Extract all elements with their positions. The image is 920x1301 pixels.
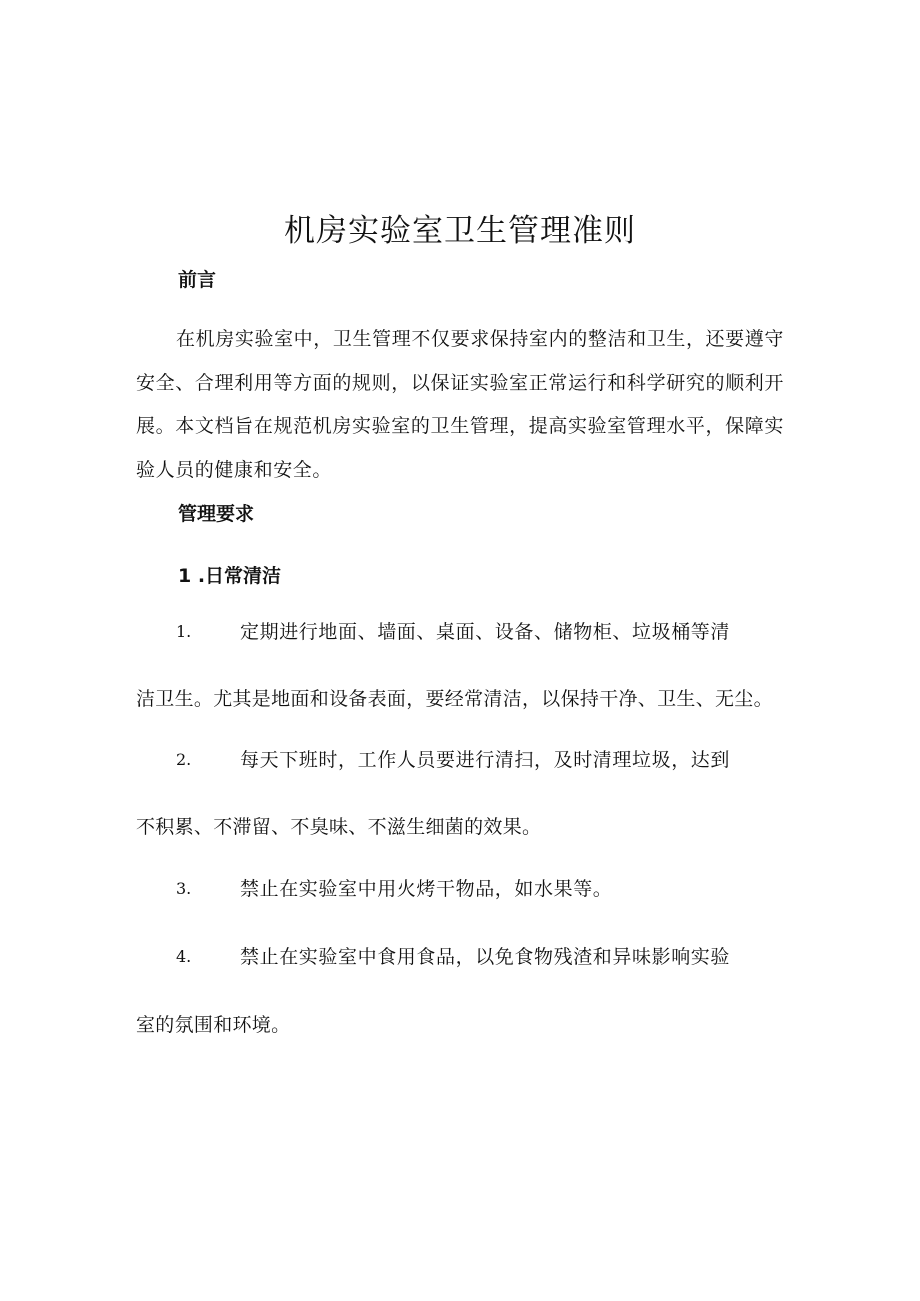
- list-item-text-continued: 洁卫生。尤其是地面和设备表面，要经常清洁，以保持干净、卫生、无尘。: [136, 688, 773, 710]
- list-item-text: 每天下班时，工作人员要进行清扫，及时清理垃圾，达到: [240, 749, 731, 771]
- preface-heading: 前言: [178, 269, 217, 291]
- list-item-text-continued: 不积累、不滞留、不臭味、不滋生细菌的效果。: [136, 816, 542, 838]
- preface-paragraph: 在机房实验室中，卫生管理不仅要求保持室内的整洁和卫生，还要遵守安全、合理利用等方面的规则，以保证实验室正常运行和科学研究的顺利开展。本文档旨在规范机房实验室的卫生管理，提高实验室管理水平，保障实验人员的健康和安全。: [136, 328, 784, 481]
- section-heading-daily-cleaning: 1 .日常清洁: [178, 565, 282, 587]
- list-item-number: 4.: [176, 947, 192, 966]
- requirements-heading: 管理要求: [178, 503, 255, 525]
- list-item-text: 禁止在实验室中用火烤干物品，如水果等。: [240, 878, 613, 900]
- list-item-text: 禁止在实验室中食用食品，以免食物残渣和异味影响实验: [240, 946, 731, 968]
- list-item-text: 定期进行地面、墙面、桌面、设备、储物柜、垃圾桶等清: [240, 621, 731, 643]
- list-item-number: 2.: [176, 750, 192, 769]
- document-title: 机房实验室卫生管理准则: [284, 213, 636, 249]
- list-item-text-continued: 室的氛围和环境。: [136, 1014, 291, 1036]
- list-item-number: 1.: [176, 622, 192, 641]
- list-item-number: 3.: [176, 879, 192, 898]
